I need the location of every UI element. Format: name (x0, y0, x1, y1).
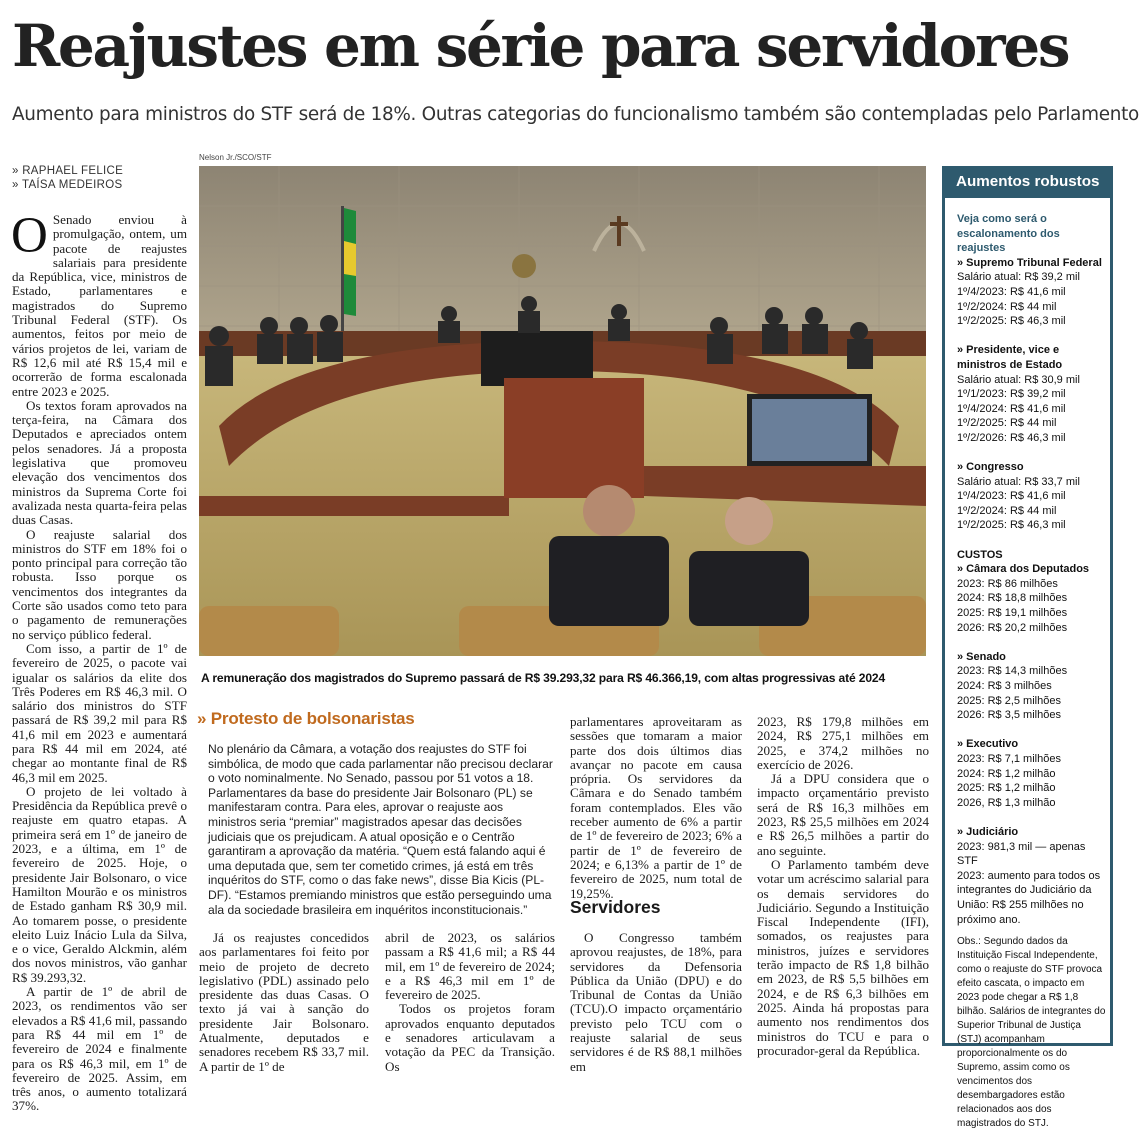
protest-box-title: » Protesto de bolsonaristas (197, 709, 415, 728)
article-paragraph: A partir de 1º de abril de 2023, os rendimentos vão ser elevados a R$ 41,6 mil, passando para R$ 44 mil em 1º de fevereiro de 2024 e finalmente para os R$ 46,3 mil, em 1º de fevereiro de 2025. Assim, em três anos, o aumento totalizará 37%. (12, 984, 187, 1114)
sidebar-line: 2026, R$ 1,3 milhão (957, 796, 1056, 809)
sidebar-custos-label: CUSTOS (957, 548, 1003, 561)
article-paragraph: 2023, R$ 179,8 milhões em 2024, R$ 275,1 milhões em 2025, e 374,2 milhões no exercício de 2026. (757, 714, 929, 772)
sidebar-line: 1º/4/2024: R$ 41,6 mil (957, 402, 1066, 415)
sidebar-line: 2023: R$ 86 milhões (957, 577, 1058, 590)
sidebar-line: 2025: R$ 2,5 milhões (957, 694, 1061, 707)
sidebar-line: 1º/2/2025: R$ 46,3 mil (957, 519, 1066, 532)
sidebar-line: 1º/2/2024: R$ 44 mil (957, 504, 1057, 517)
sidebar-line: 1º/2/2024: R$ 44 mil (957, 300, 1057, 313)
article-column-4-continued (570, 931, 742, 1074)
sidebar-content (957, 212, 1107, 1131)
sidebar-line: 1º/2/2026: R$ 46,3 mil (957, 431, 1066, 444)
sidebar-line: Salário atual: R$ 39,2 mil (957, 271, 1080, 284)
article-paragraph: Os textos foram aprovados na terça-feira, na Câmara dos Deputados e apreciados ontem pelos senadores. Já a proposta legislativa que promoveu elevação dos vencimentos dos ministros da Suprema Corte foi avalizada nesta quarta-feira pelas duas Casas. (12, 397, 187, 528)
sidebar-obs-note: Obs.: Segundo dados da Instituição Fiscal Independente, como o reajuste do STF provoca efeito cascata, o impacto em 2023 pode chegar a R$ 1,8 bilhão. Salários de integrantes do Superior Tribunal de Justiça (STJ) acompanham proporcionalmente os do Supremo, assim como os vencimentos dos desembargadores estão relacionados aos dos magistrados do STJ. (957, 936, 1106, 1130)
photo-credit: Nelson Jr./SCO/STF (199, 153, 272, 162)
protest-box-body: No plenário da Câmara, a votação dos reajustes do STF foi simbólica, de modo que cada parlamentar não precisou declarar o voto nominalmente. No Senado, passou por 51 votos a 18. Parlamentares da base do presidente Jair Bolsonaro (PL) se manifestaram contra. Para eles, aprovar o reajuste aos ministros seria “premiar” magistrados apesar das decisões judiciais que os prejudicam. A atual oposição e o Centrão garantiram a aprovação da matéria. “Quem está falando aqui é uma deputada que, sem ter cometido crimes, já está em três inquéritos do STF, como o das fake news”, disse Bia Kicis (PL-DF). “Estamos premiando ministros que estão perseguindo uma ala da sociedade brasileira em inquéritos inconstitucionais.” (208, 742, 553, 917)
photo-caption: A remuneração dos magistrados do Supremo passará de R$ 39.293,32 para R$ 46.366,19, com altas progressivas até 2024 (201, 671, 886, 685)
sidebar-line: 1º/4/2023: R$ 41,6 mil (957, 285, 1066, 298)
article-paragraph: Já a DPU considera que o impacto orçamentário previsto será de R$ 16,3 milhões em 2023, R$ 25,5 milhões em 2024 e R$ 26,5 milhões a partir do ano seguinte. (757, 771, 929, 858)
article-paragraph: O reajuste salarial dos ministros do STF em 18% foi o ponto principal para correção tão robusta. Isso porque os vencimentos dos integrantes da Corte são usados como teto para o pagamento de remunerações no serviço público federal. (12, 526, 187, 642)
sidebar-heading-judiciario: » Judiciário (957, 825, 1019, 838)
photo-illustration (199, 166, 926, 656)
sidebar-line: Salário atual: R$ 30,9 mil (957, 373, 1080, 386)
article-column-1 (11, 208, 187, 1114)
sidebar-line: 2023: R$ 14,3 milhões (957, 665, 1068, 678)
byline-author-1: » RAPHAEL FELICE (12, 165, 124, 177)
subhead: Aumento para ministros do STF será de 18%. Outras categorias do funcionalismo também são contempladas pelo Parlamento (12, 104, 1139, 125)
article-paragraph: O Senado enviou à promulgação, ontem, um pacote de reajustes salariais para presidente da República, vice, ministros de Estado, parlamentares e magistrados do Supremo Tribunal Federal (STF). Os aumentos, feitos por meio de vários projetos de lei, variam de R$ 12,6 mil até R$ 15,4 mil e ocorrerão de forma escalonada entre 2023 e 2025. (11, 208, 187, 399)
sidebar-heading-senado: » Senado (957, 650, 1006, 663)
sidebar-line: 1º/2/2025: R$ 44 mil (957, 417, 1057, 430)
sidebar-heading-congresso: » Congresso (957, 461, 1024, 474)
article-paragraph: Já os reajustes concedidos aos parlamentares foi feito por meio de projeto de decreto legislativo (PDL) assinado pelo presidente das duas Casas. O texto já vai à sanção do presidente Jair Bolsonaro. Atualmente, deputados e senadores recebem R$ 33,7 mil. A partir de 1º de (199, 930, 369, 1074)
sidebar-line: 2024: R$ 3 milhões (957, 680, 1052, 692)
sidebar-line: Salário atual: R$ 33,7 mil (957, 475, 1080, 488)
sidebar-title: Aumentos robustos (942, 166, 1113, 198)
sidebar-line: 2023: R$ 7,1 milhões (957, 752, 1061, 765)
sidebar-line: 2024: R$ 18,8 milhões (957, 592, 1068, 605)
sidebar-heading-executivo: » Executivo (957, 738, 1019, 751)
sidebar-heading-camara: » Câmara dos Deputados (957, 563, 1090, 576)
article-paragraph: O Parlamento também deve votar um acréscimo salarial para os demais servidores do Judiciário. Segundo a Instituição Fiscal Independente (IFI), somados, os reajustes para ministros, juízes e servidores terão impacto de R$ 1,8 bilhão em 2023, de R$ 5,5 bilhões em 2024, e de R$ 6,3 bilhões em 2025. Ainda há propostas para aumento nos rendimentos dos ministros do TCU e para o procurador-geral da República. (757, 856, 929, 1058)
article-paragraph: Todos os projetos foram aprovados enquanto deputados e senadores articulavam a votação da PEC da Transição. Os (385, 1001, 555, 1074)
byline-author-2: » TAÍSA MEDEIROS (12, 179, 123, 191)
sidebar-line: 1º/2/2025: R$ 46,3 mil (957, 315, 1066, 328)
sidebar-line: 1º/1/2023: R$ 39,2 mil (957, 388, 1066, 401)
article-column-4 (570, 715, 742, 901)
article-column-5 (757, 715, 929, 1058)
sidebar-line: 2024: R$ 1,2 milhão (957, 767, 1056, 780)
headline: Reajustes em série para servidores (12, 12, 1069, 80)
section-heading-servidores: Servidores (570, 897, 661, 917)
sidebar-line: 2023: 981,3 mil — apenas STF (957, 840, 1086, 868)
sidebar-line: 1º/4/2023: R$ 41,6 mil (957, 490, 1066, 503)
article-paragraph: abril de 2023, os salários passam a R$ 41,6 mil; a R$ 44 mil, em 1º de fevereiro de 2024; e a R$ 46,3 mil em 1º de fevereiro de 2025. (385, 930, 555, 1003)
article-paragraph: O projeto de lei voltado à Presidência da República prevê o reajuste em quatro etapas. A primeira será em 1º de janeiro de 2023, e a última, em 1º de fevereiro de 2025. Hoje, o presidente Jair Bolsonaro, o vice Hamilton Mourão e os ministros de Estado ganham R$ 30,9 mil. Ao tomarem posse, o presidente eleito Luiz Inácio Lula da Silva, e o vice, Geraldo Alckmin, além dos novos ministros, vão ganhar R$ 39.293,32. (12, 783, 187, 985)
sidebar-line: 2023: aumento para todos os integrantes do Judiciário da União: R$ 255 milhões no próximo ano. (957, 869, 1101, 926)
drop-cap: O (11, 208, 48, 264)
sidebar-line: 2025: R$ 1,2 milhão (957, 782, 1056, 795)
sidebar-line: 2026: R$ 3,5 milhões (957, 709, 1061, 722)
sidebar-line: 2026: R$ 20,2 milhões (957, 621, 1068, 634)
article-column-2 (199, 931, 369, 1074)
sidebar-line: 2025: R$ 19,1 milhões (957, 607, 1068, 620)
article-paragraph: parlamentares aproveitaram as sessões que tomaram a maior parte dos dois últimos dias avançar no pacote em causa própria. Os servidores da Câmara e do Senado também foram contemplados. Eles vão receber aumento de 6% a partir de 1º de fevereiro de 2023; 6% a partir de 1º de fevereiro de 2024; e 6,13% a partir de 1º de fevereiro de 2025, num total de 19,25%. (570, 714, 742, 901)
article-paragraph: O Congresso também aprovou reajustes, de 18%, para servidores da Defensoria Pública da União (DPU) e do Tribunal de Contas da União (TCU).O impacto orçamentário previsto pelo TCU com o reajuste salarial de seus servidores é de R$ 88,1 milhões em (570, 930, 742, 1074)
sidebar-heading-presidente: » Presidente, vice e ministros de Estado (957, 344, 1063, 371)
sidebar-intro: Veja como será o escalonamento dos reajustes (957, 213, 1060, 255)
stf-plenary-photo (199, 166, 926, 656)
sidebar-heading-stf: » Supremo Tribunal Federal (957, 256, 1102, 269)
article-column-3 (385, 931, 555, 1074)
article-paragraph: Com isso, a partir de 1º de fevereiro de 2025, o pacote vai igualar os salários da elite dos Três Poderes em R$ 46,3 mil. O salário dos ministros do STF passará de R$ 39,2 mil para R$ 41,6 mil em 2023 e aumentará para R$ 44 mil em 2024, até chegar ao montante final de R$ 46,3 mil em 2025. (12, 640, 187, 785)
